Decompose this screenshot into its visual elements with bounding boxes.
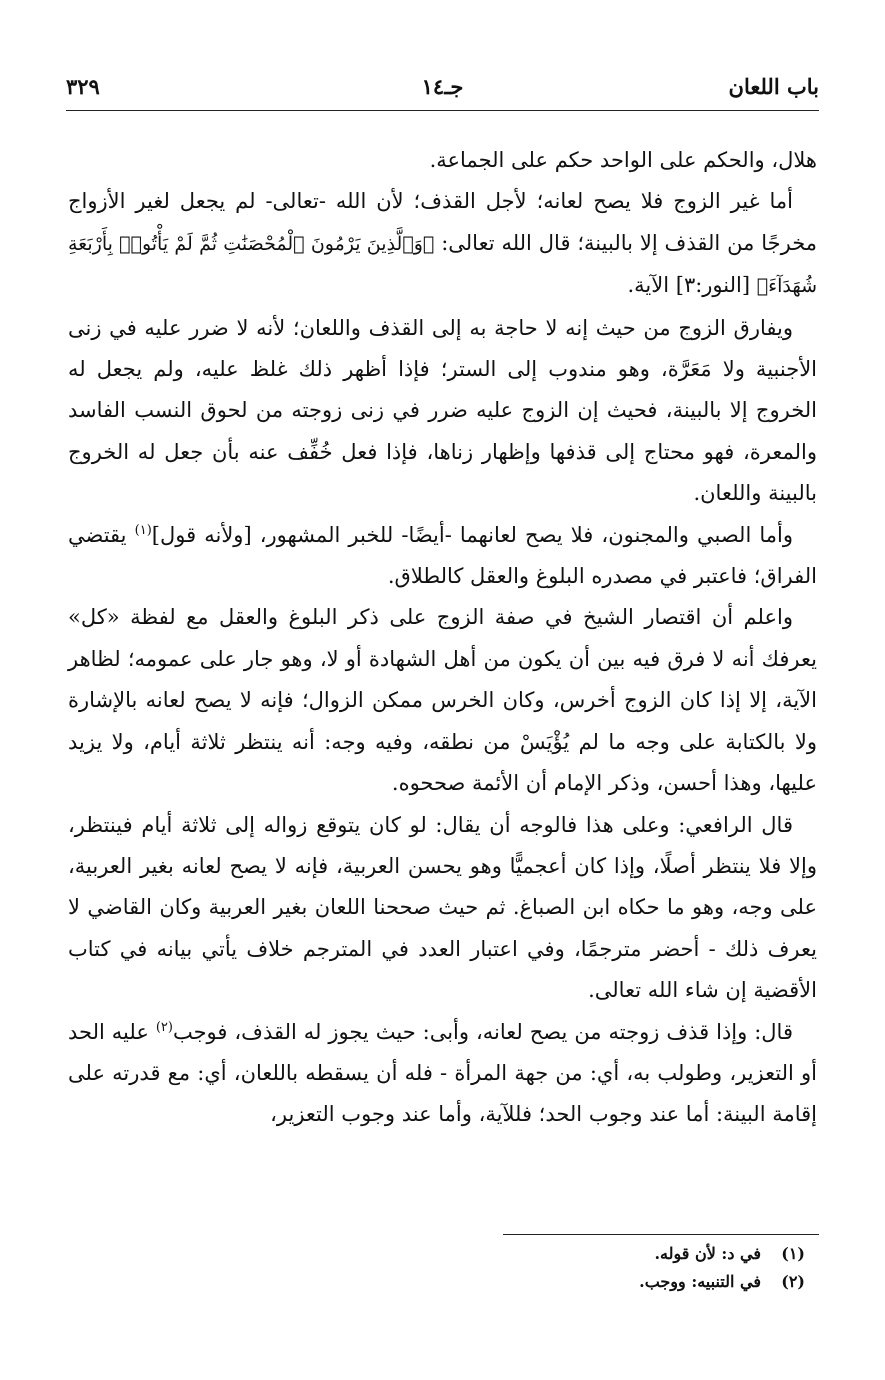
chapter-title: باب اللعان: [728, 74, 819, 99]
quran-verse: ﴿وَٱلَّذِينَ يَرْمُونَ ٱلْمُحْصَنَٰتِ ثُمَّ لَمْ يَأْتُوا۟ بِأَرْبَعَةِ شُهَدَآءَ﴾: [68, 232, 817, 298]
paragraph-2-text: أما غير الزوج فلا يصح لعانه؛ لأجل القذف؛ لأن الله -تعالى- لم يجعل لغير الأزواج مخرجًا من القذف إلا بالبينة؛ قال الله تعالى:: [68, 189, 817, 255]
paragraph-2: [68, 181, 817, 307]
volume-number: جـ١٤: [421, 74, 464, 99]
paragraph-1: هلال، والحكم على الواحد حكم على الجماعة.: [429, 148, 817, 172]
page-number: ٣٢٩: [66, 74, 100, 99]
paragraph-7-text: قال: وإذا قذف زوجته من يصح لعانه، وأبى: حيث يجوز له القذف، فوجب: [172, 1019, 793, 1044]
header-rule: [66, 110, 819, 111]
footnotes: [66, 1240, 805, 1296]
paragraph-3: ويفارق الزوج من حيث إنه لا حاجة به إلى القذف واللعان؛ لأنه لا ضرر عليه في زنى الأجنبية ولا مَعَرَّة، وهو مندوب إلى الستر؛ فإذا أظهر ذلك غلظ عليه، ولم يجعل له الخروج إلا بالبينة، فحيث إن الزوج عليه ضرر في زنى زوجته من لحوق النسب الفاسد والمعرة، فهو محتاج إلى قذفها وإظهار زناها، فإذا فعل خُفِّف عنه بأن جعل له الخروج بالبينة واللعان.: [68, 315, 817, 506]
body-text: [68, 140, 817, 1136]
paragraph-4-text-end: يقتضي الفراق؛ فاعتبر في مصدره البلوغ والعقل كالطلاق.: [68, 522, 817, 589]
footnote-1-number: (١): [781, 1244, 805, 1263]
footnote-2-text: في التنبيه: ووجب.: [639, 1272, 761, 1291]
paragraph-7-text-end: عليه الحد أو التعزير، وطولب به، أي: من جهة المرأة - فله أن يسقطه باللعان، أي: مع قدرته على إقامة البينة: أما عند وجوب الحد؛ فللآية، وأما عند وجوب التعزير،: [68, 1019, 817, 1127]
verse-citation: [النور:٣] الآية.: [627, 273, 757, 298]
footnote-rule: [503, 1234, 819, 1235]
footnote-ref-1: (١): [134, 522, 152, 538]
footnote-2-number: (٢): [781, 1272, 805, 1291]
paragraph-6: قال الرافعي: وعلى هذا فالوجه أن يقال: لو كان يتوقع زواله إلى ثلاثة أيام فينتظر، وإلا فلا ينتظر أصلًا، وإذا كان أعجميًّا وهو يحسن العربية، فإنه لا يصح لعانه بغير العربية، على وجه، وهو ما حكاه ابن الصباغ. ثم حيث صححنا اللعان بغير العربية وكان القاضي لا يعرف ذلك - أحضر مترجمًا، وفي اعتبار العدد في المترجم خلاف يأتي بيانه في كتاب الأقضية إن شاء الله تعالى.: [68, 812, 817, 1003]
footnote-ref-2: (٢): [155, 1019, 173, 1035]
footnote-2: [66, 1268, 805, 1296]
footnote-1-text: في د: لأن قوله.: [654, 1244, 761, 1263]
paragraph-4-text: وأما الصبي والمجنون، فلا يصح لعانهما -أيضًا- للخبر المشهور، [ولأنه قول]: [151, 522, 794, 547]
paragraph-5: واعلم أن اقتصار الشيخ في صفة الزوج على ذكر البلوغ والعقل مع لفظة «كل» يعرفك أنه لا فرق فيه بين أن يكون من أهل الشهادة أو لا، وهو جار على عمومه؛ لظاهر الآية، إلا إذا كان الزوج أخرس، وكان الخرس ممكن الزوال؛ فإنه لا يصح لعانه بالإشارة ولا بالكتابة على وجه ما لم يُؤْيَسْ من نطقه، وفيه وجه: أنه ينتظر ثلاثة أيام، ولا يزيد عليها، وهذا أحسن، وذكر الإمام أن الأئمة صححوه.: [68, 605, 817, 796]
paragraph-7: [68, 1012, 817, 1136]
paragraph-4: [68, 515, 817, 598]
page-header: [66, 74, 819, 104]
footnote-1: [66, 1240, 805, 1268]
